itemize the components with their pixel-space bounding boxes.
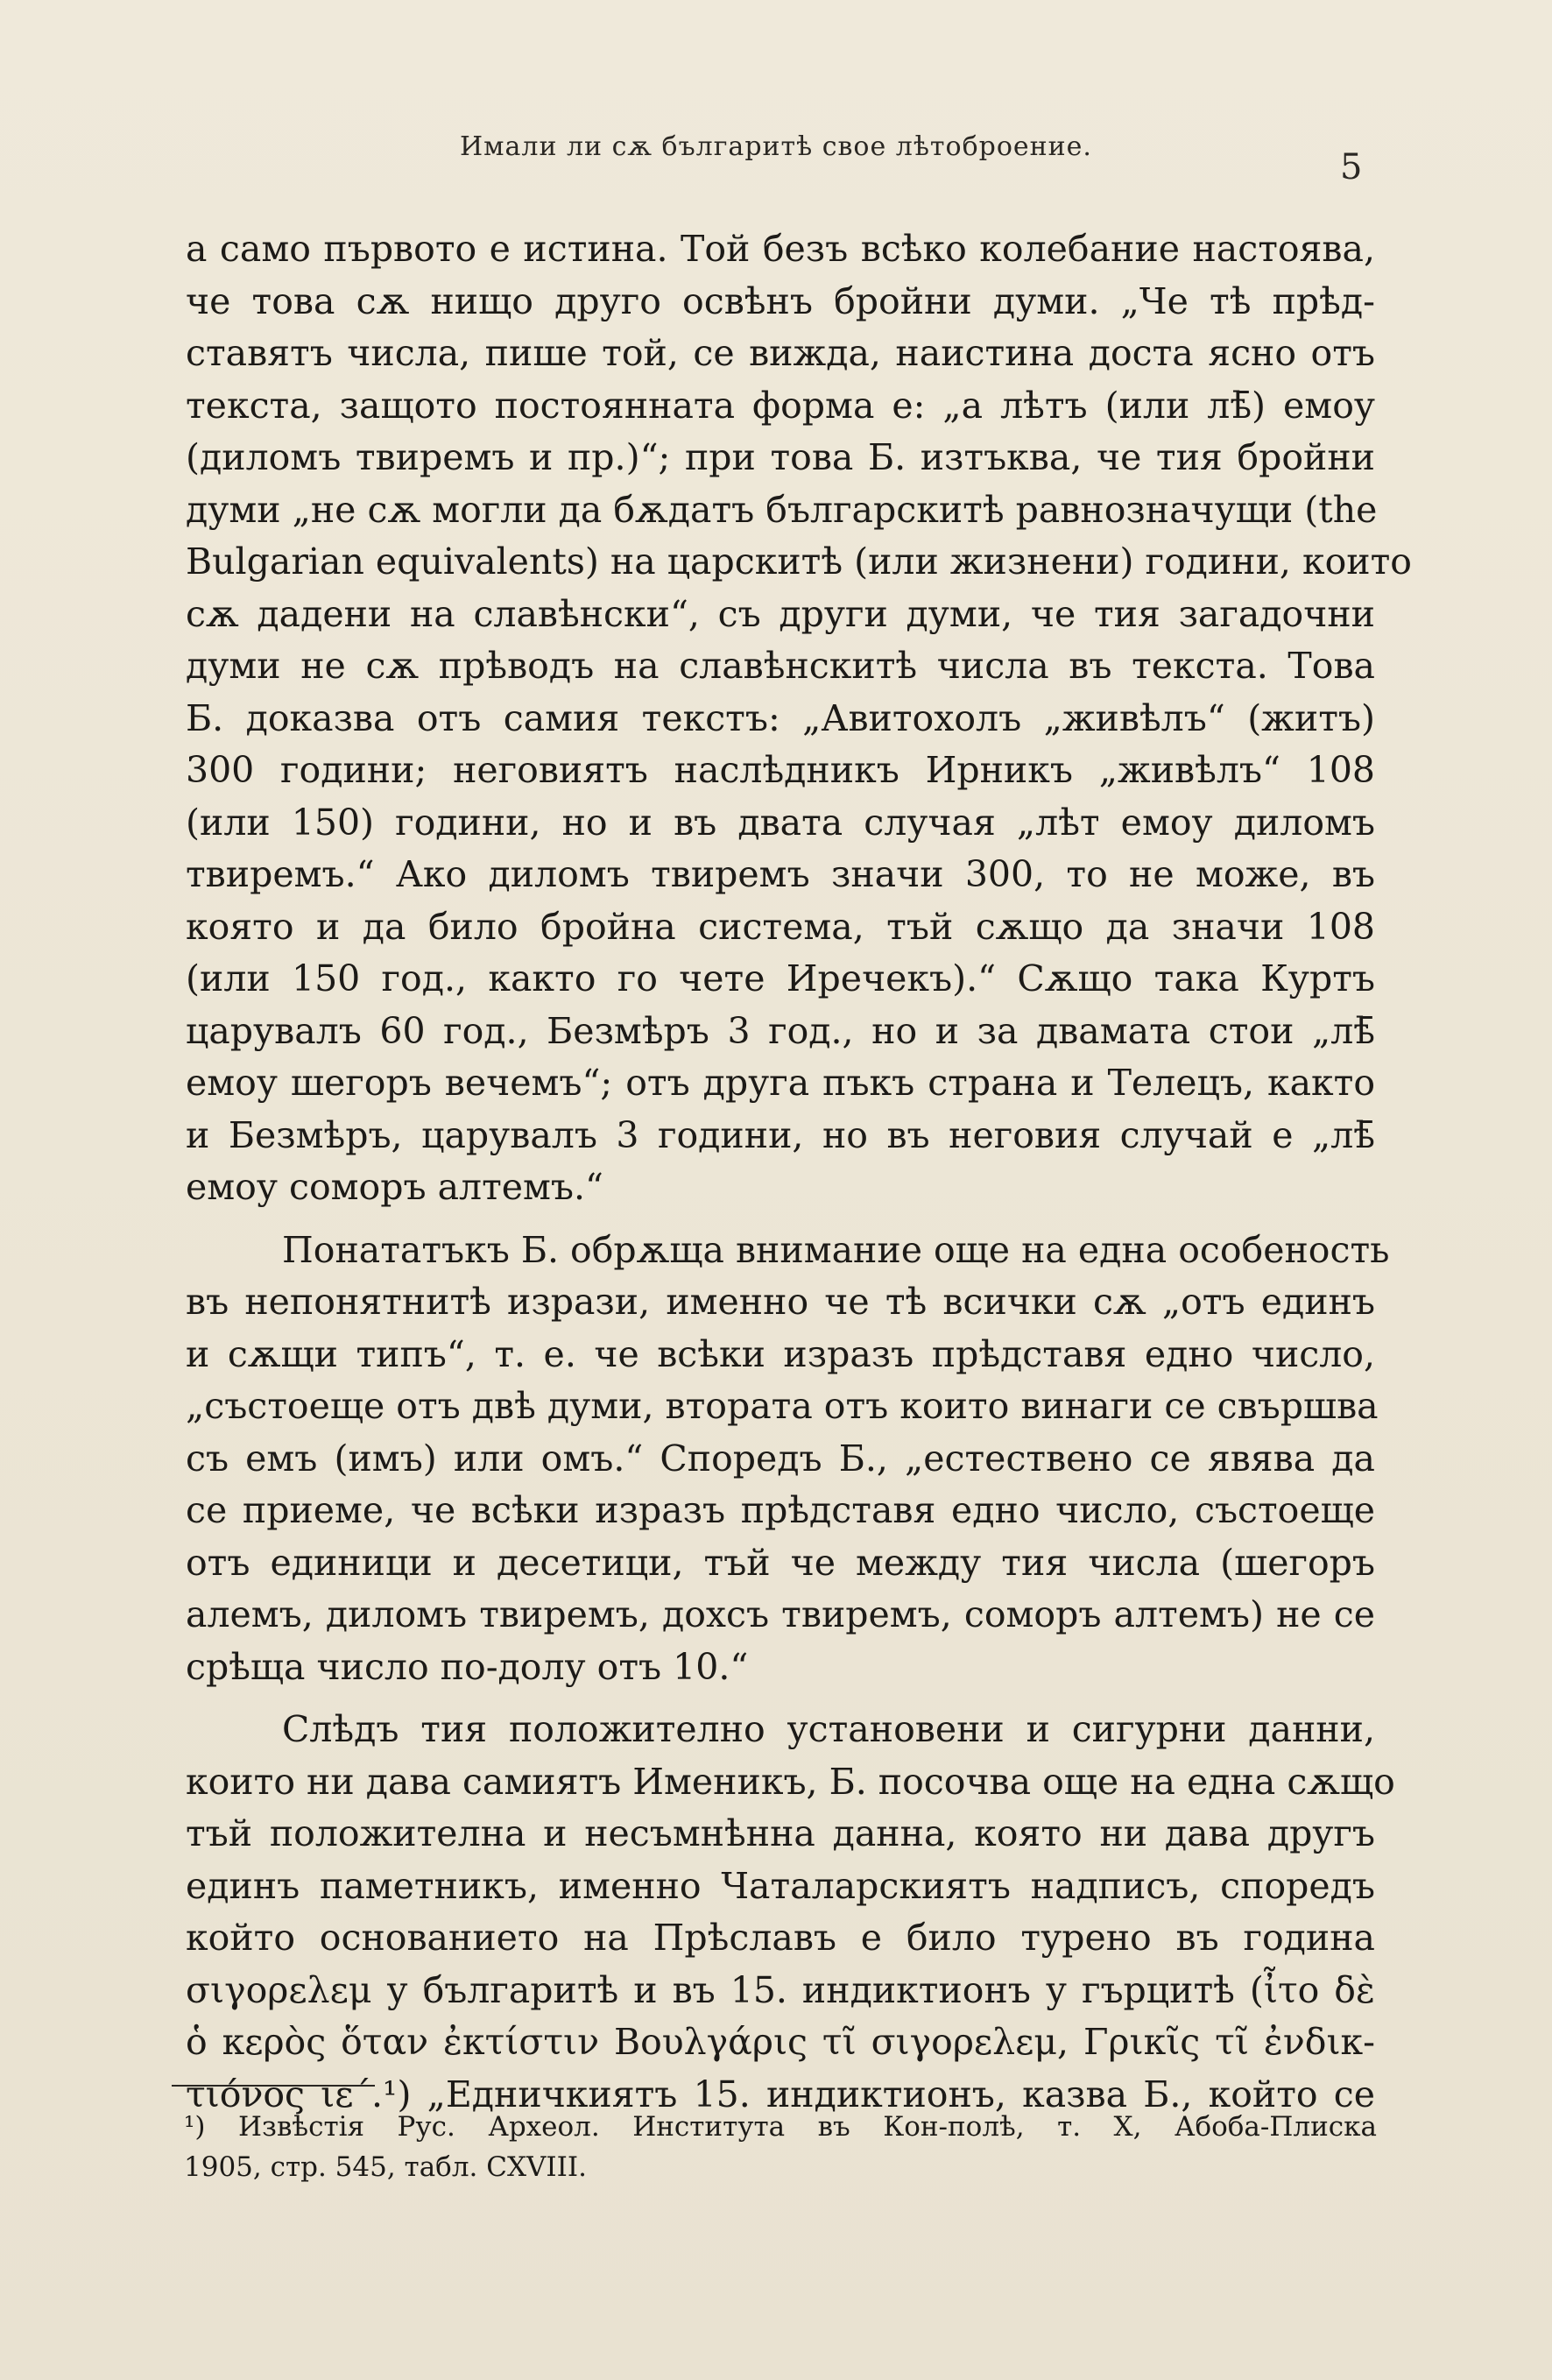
text-line: σιγορελεμ у българитѣ и въ 15. индиктионъ у гърцитѣ (ἶτο δὲ: [186, 1968, 1375, 2011]
text-line: които ни дава самиятъ Именикъ, Б. посочва още на една сѫщо: [186, 1760, 1395, 1803]
text-line: думи не сѫ прѣводъ на славѣнскитѣ числа въ текста. Това: [186, 645, 1375, 687]
text-line: която и да било бройна система, тъй сѫщо да значи 108: [186, 905, 1375, 948]
text-line: а само първото е истина. Той безъ всѣко колебание настоява,: [186, 228, 1375, 270]
text-line: и Безмѣръ, царувалъ 3 години, но въ неговия случай е „лѣ̄: [186, 1113, 1375, 1156]
text-line: съ емъ (имъ) или омъ.“ Споредъ Б., „естествено се явява да: [186, 1437, 1375, 1480]
text-line: срѣща число по-долу отъ 10.“: [186, 1645, 749, 1688]
text-line: се приеме, че всѣки изразъ прѣдставя едно число, състоеще: [186, 1489, 1375, 1531]
text-line: „състоеще отъ двѣ думи, втората отъ които винаги се свършва: [186, 1385, 1379, 1427]
text-line: емоу шегоръ вечемъ“; отъ друга пъкъ страна и Телецъ, както: [186, 1062, 1375, 1104]
body-text: [186, 223, 1412, 2121]
text-line: единъ паметникъ, именно Чаталарскиятъ надписъ, споредъ: [186, 1864, 1375, 1907]
text-line: Bulgarian equivalents) на царскитѣ (или жизнени) години, които: [186, 540, 1412, 583]
text-line: Понататъкъ Б. обрѫща внимание още на една особеность: [282, 1228, 1390, 1271]
text-line: въ непонятнитѣ изрази, именно че тѣ всички сѫ „отъ единъ: [186, 1281, 1375, 1323]
text-line: τιόνος ιε΄.¹) „Едничкиятъ 15. индиктионъ, казва Б., който се: [186, 2073, 1375, 2115]
running-title: Имали ли сѫ българитѣ свое лѣтоброение.: [460, 131, 1092, 162]
page-number: 5: [1340, 147, 1363, 187]
footnote-line: 1905, стр. 545, табл. CXVIII.: [184, 2151, 588, 2183]
text-line: че това сѫ нищо друго освѣнъ бройни думи. „Че тѣ прѣд-: [186, 279, 1375, 322]
text-line: отъ единици и десетици, тъй че между тия числа (шегоръ: [186, 1541, 1375, 1584]
text-line: царувалъ 60 год., Безмѣръ 3 год., но и за двамата стои „лѣ̄: [186, 1009, 1375, 1052]
footnote: [184, 2107, 1377, 2187]
text-line: който основанието на Прѣславъ е било турено въ година: [186, 1917, 1375, 1959]
text-line: тъй положителна и несъмнѣнна данна, която ни дава другъ: [186, 1812, 1375, 1854]
text-line: и сѫщи типъ“, т. е. че всѣки изразъ прѣдставя едно число,: [186, 1332, 1375, 1375]
text-line: твиремъ.“ Ако диломъ твиремъ значи 300, то не може, въ: [186, 853, 1375, 895]
footnote-line: ¹) Извѣстія Рус. Археол. Института въ Кон-полѣ, т. X, Абоба-Плиска: [184, 2111, 1377, 2143]
text-line: 300 години; неговиятъ наслѣдникъ Ирникъ „живѣлъ“ 108: [186, 749, 1375, 791]
text-line: емоу соморъ алтемъ.“: [186, 1166, 603, 1208]
footnote-divider: [172, 2085, 375, 2087]
text-line: думи „не сѫ могли да бѫдатъ българскитѣ равнозначущи (the: [186, 488, 1378, 531]
text-line: ставятъ числа, пише той, се вижда, наистина доста ясно отъ: [186, 332, 1375, 374]
text-line: (или 150 год., както го чете Иречекъ).“ Сѫщо така Куртъ: [186, 957, 1375, 999]
text-line: ὁ κερὸς ὅταν ἐκτίστιν Βουλγάρις τῖ σιγορελεμ, Γρικῖς τῖ ἐνδικ-: [186, 2021, 1375, 2063]
text-line: (диломъ твиремъ и пр.)“; при това Б. изтъква, че тия бройни: [186, 436, 1375, 478]
text-line: (или 150) години, но и въ двата случая „лѣт емоу диломъ: [186, 801, 1375, 844]
text-line: сѫ дадени на славѣнски“, съ други думи, че тия загадочни: [186, 592, 1375, 635]
text-line: текста, защото постоянната форма е: „а лѣтъ (или лѣ̄) емоу: [186, 384, 1375, 427]
text-line: алемъ, диломъ твиремъ, дохсъ твиремъ, соморъ алтемъ) не се: [186, 1593, 1375, 1635]
text-line: Слѣдъ тия положително установени и сигурни данни,: [282, 1708, 1375, 1750]
text-line: Б. доказва отъ самия текстъ: „Авитохолъ „живѣлъ“ (житъ): [186, 696, 1375, 739]
